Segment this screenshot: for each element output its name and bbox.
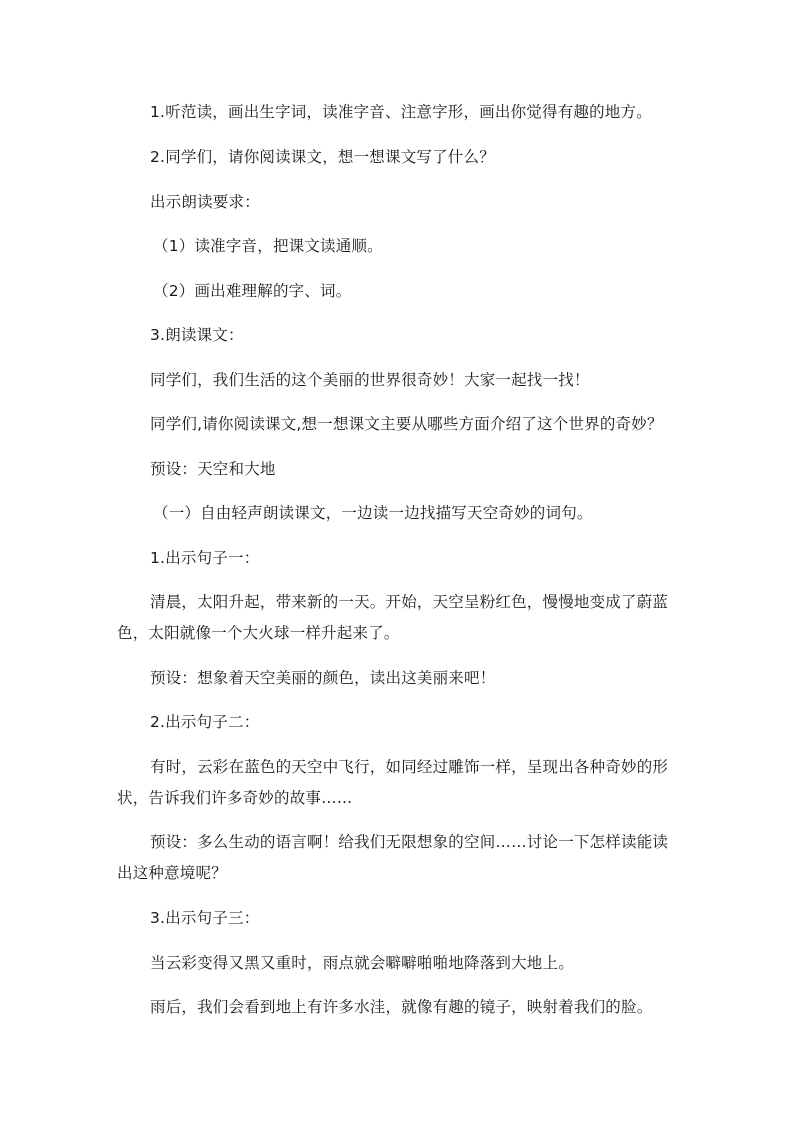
after-rain-sentence: 雨后，我们会看到地上有许多水洼，就像有趣的镜子，映射着我们的脸。 (150, 998, 653, 1016)
sentence-three-label: 3.出示句子三： (150, 909, 260, 927)
requirement-1: （1）读准字音，把课文读通顺。 (153, 237, 383, 255)
sentence-two-label: 2.出示句子二： (150, 713, 260, 731)
preset-imagination-line-1: 预设：多么生动的语言啊！给我们无限想象的空间……讨论一下怎样读能读 (150, 833, 669, 851)
sentence-one-text-line-2: 色，太阳就像一个大火球一样升起来了。 (117, 624, 400, 642)
step-1-listen: 1.听范读，画出生字词，读准字音、注意字形，画出你觉得有趣的地方。 (150, 103, 652, 121)
section-one-heading: （一）自由轻声朗读课文，一边读一边找描写天空奇妙的词句。 (153, 504, 593, 522)
sentence-three-text: 当云彩变得又黑又重时，雨点就会噼噼啪啪地降落到大地上。 (150, 954, 574, 972)
preset-sky-colors: 预设：想象着天空美丽的颜色，读出这美丽来吧！ (150, 669, 496, 687)
preset-imagination-line-2: 出这种意境呢？ (117, 864, 227, 882)
sentence-one-text-line-1: 清晨，太阳升起，带来新的一天。开始，天空呈粉红色，慢慢地变成了蔚蓝 (150, 593, 669, 611)
sentence-two-text-line-2: 状，告诉我们许多奇妙的故事…… (117, 789, 353, 807)
step-3-read-aloud: 3.朗读课文： (150, 326, 244, 344)
sentence-one-label: 1.出示句子一： (150, 549, 260, 567)
question-sentence: 同学们,请你阅读课文,想一想课文主要从哪些方面介绍了这个世界的奇妙？ (150, 415, 663, 433)
sentence-two-text-line-1: 有时，云彩在蓝色的天空中飞行，如同经过雕饰一样，呈现出各种奇妙的形 (150, 758, 669, 776)
intro-sentence: 同学们，我们生活的这个美丽的世界很奇妙！大家一起找一找！ (150, 371, 590, 389)
preset-sky-earth: 预设：天空和大地 (150, 460, 276, 478)
requirement-2: （2）画出难理解的字、词。 (153, 282, 352, 300)
reading-requirements-heading: 出示朗读要求： (150, 193, 260, 211)
step-2-read-question: 2.同学们，请你阅读课文，想一想课文写了什么？ (150, 148, 495, 166)
